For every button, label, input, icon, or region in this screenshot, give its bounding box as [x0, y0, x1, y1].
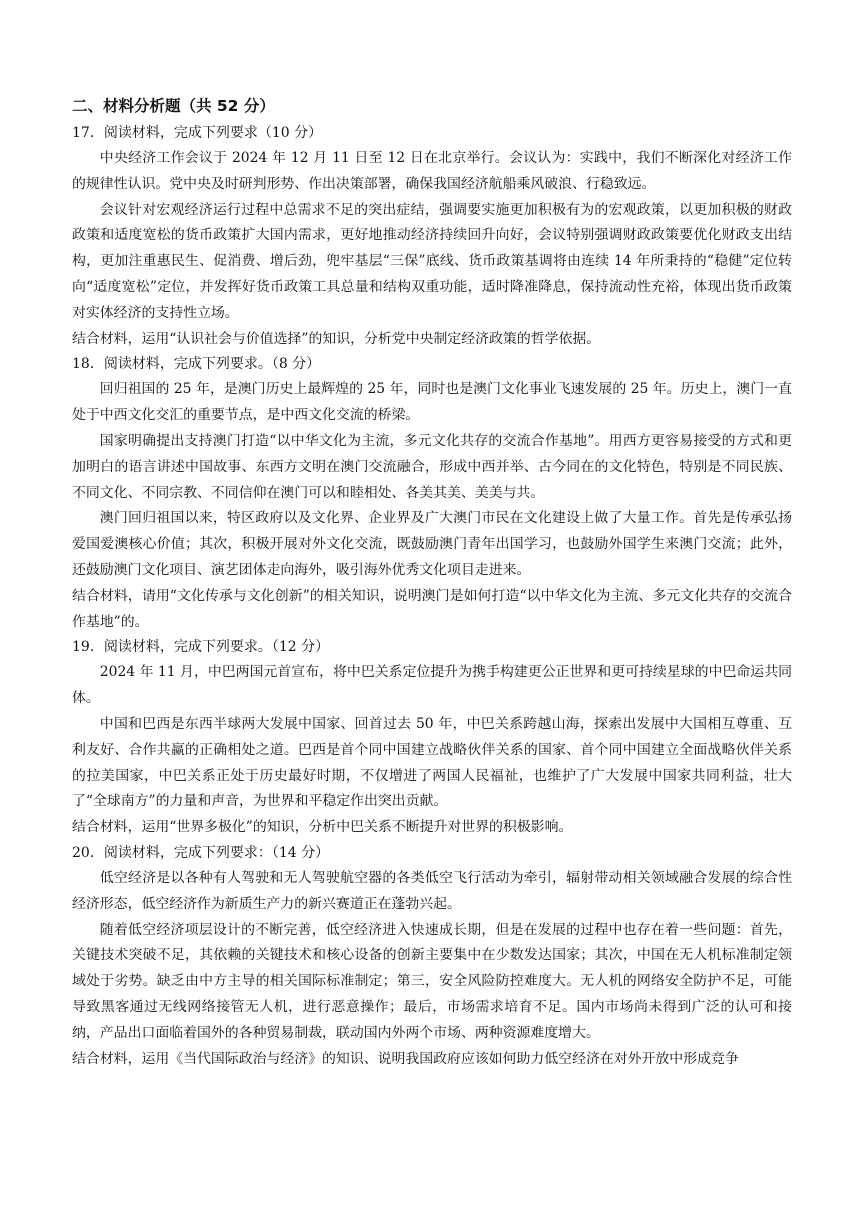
question-17-paragraph-1: 中央经济工作会议于 2024 年 12 月 11 日至 12 日在北京举行。会议认为：实践中，我们不断深化对经济工作的规律性认识。党中央及时研判形势、作出决策部署，确保我国经济航船乘风破浪、行稳致远。 — [72, 150, 792, 192]
question-18-head: 18．阅读材料，完成下列要求。（8 分） — [72, 356, 321, 373]
question-19-requirement: 结合材料，运用“世界多极化”的知识，分析中巴关系不断提升对世界的积极影响。 — [72, 819, 573, 836]
question-17-requirement: 结合材料，运用“认识社会与价值选择”的知识，分析党中央制定经济政策的哲学依据。 — [72, 330, 601, 347]
page-content — [72, 96, 792, 1072]
question-19-paragraph-1: 2024 年 11 月，中巴两国元首宣布，将中巴关系定位提升为携手构建更公正世界和更可持续星球的中巴命运共同体。 — [72, 664, 792, 707]
question-18-paragraph-2: 国家明确提出支持澳门打造“以中华文化为主流，多元文化共存的交流合作基地”。用西方更容易接受的方式和更加明白的语言讲述中国故事、东西方文明在澳门交流融合，形成中西并举、古今同在的文化特色，特别是不同民族、不同文化、不同宗教、不同信仰在澳门可以和睦相处、各美其美、美美与共。 — [72, 432, 792, 501]
question-20-paragraph-2: 随着低空经济项层设计的不断完善，低空经济进入快速成长期，但是在发展的过程中也存在着一些问题：首先，关键技术突破不足，其依赖的关键技术和核心设备的创新主要集中在少数发达国家；其次，中国在无人机标准制定领域处于劣势。缺乏由中方主导的相关国际标准制定；第三，安全风险防控难度大。无人机的网络安全防护不足，可能导致黑客通过无线网络接管无人机，进行恶意操作；最后，市场需求培育不足。国内市场尚未得到广泛的认可和接纳，产品出口面临着国外的各种贸易制裁，联动国内外两个市场、两种资源难度增大。 — [72, 921, 792, 1041]
question-18-paragraph-1: 回归祖国的 25 年，是澳门历史上最辉煌的 25 年，同时也是澳门文化事业飞速发展的 25 年。历史上，澳门一直处于中西文化交汇的重要节点，是中西文化交流的桥梁。 — [72, 381, 792, 424]
question-17-head: 17．阅读材料，完成下列要求（10 分） — [72, 125, 323, 141]
question-19-paragraph-2: 中国和巴西是东西半球两大发展中国家、回首过去 50 年，中巴关系跨越山海，探索出发展中大国相互尊重、互利友好、合作共赢的正确相处之道。巴西是首个同中国建立战略伙伴关系的国家、首个同中国建立全面战略伙伴关系的拉美国家，中巴关系正处于历史最好时期，不仅增进了两国人民福祉，也维护了广大发展中国家共同利益，壮大了“全球南方”的力量和声音，为世界和平稳定作出突出贡献。 — [72, 715, 792, 810]
question-17-paragraph-2: 会议针对宏观经济运行过程中总需求不足的突出症结，强调要实施更加积极有为的宏观政策，以更加积极的财政政策和适度宽松的货币政策扩大国内需求，更好地推动经济持续回升向好，会议特别强调财政政策要优化财政支出结构，更加注重惠民生、促消费、增后劲，兜牢基层“三保”底线、货币政策基调将由连续 14 年所秉持的“稳健”定位转向“适度宽松”定位，并发挥好货币政策工具总量和结构双重功能，适时降准降息，保持流动性充裕，体现出货币政策对实体经济的支持性立场。 — [72, 201, 792, 321]
section-title: 二、材料分析题（共 52 分） — [72, 97, 275, 115]
question-18-requirement: 结合材料，请用“文化传承与文化创新”的相关知识，说明澳门是如何打造“以中华文化为主流、多元文化共存的交流合作基地”的。 — [72, 587, 792, 630]
question-20-paragraph-1: 低空经济是以各种有人驾驶和无人驾驶航空器的各类低空飞行活动为牵引，辐射带动相关领域融合发展的综合性经济形态，低空经济作为新质生产力的新兴赛道正在蓬勃兴起。 — [72, 869, 792, 912]
question-20-head: 20．阅读材料，完成下列要求：（14 分） — [72, 844, 330, 861]
question-17 — [72, 121, 792, 352]
question-20 — [72, 841, 792, 1072]
question-18 — [72, 352, 792, 635]
question-20-requirement: 结合材料，运用《当代国际政治与经济》的知识、说明我国政府应该如何助力低空经济在对外开放中形成竞争 — [72, 1050, 739, 1067]
question-18-paragraph-3: 澳门回归祖国以来，特区政府以及文化界、企业界及广大澳门市民在文化建设上做了大量工作。首先是传承弘扬爱国爱澳核心价值；其次，积极开展对外文化交流，既鼓励澳门青年出国学习，也鼓励外国学生来澳门交流；此外，还鼓励澳门文化项目、演艺团体走向海外，吸引海外优秀文化项目走进来。 — [72, 510, 792, 578]
question-19-head: 19．阅读材料，完成下列要求。（12 分） — [72, 639, 330, 656]
question-19 — [72, 635, 792, 841]
